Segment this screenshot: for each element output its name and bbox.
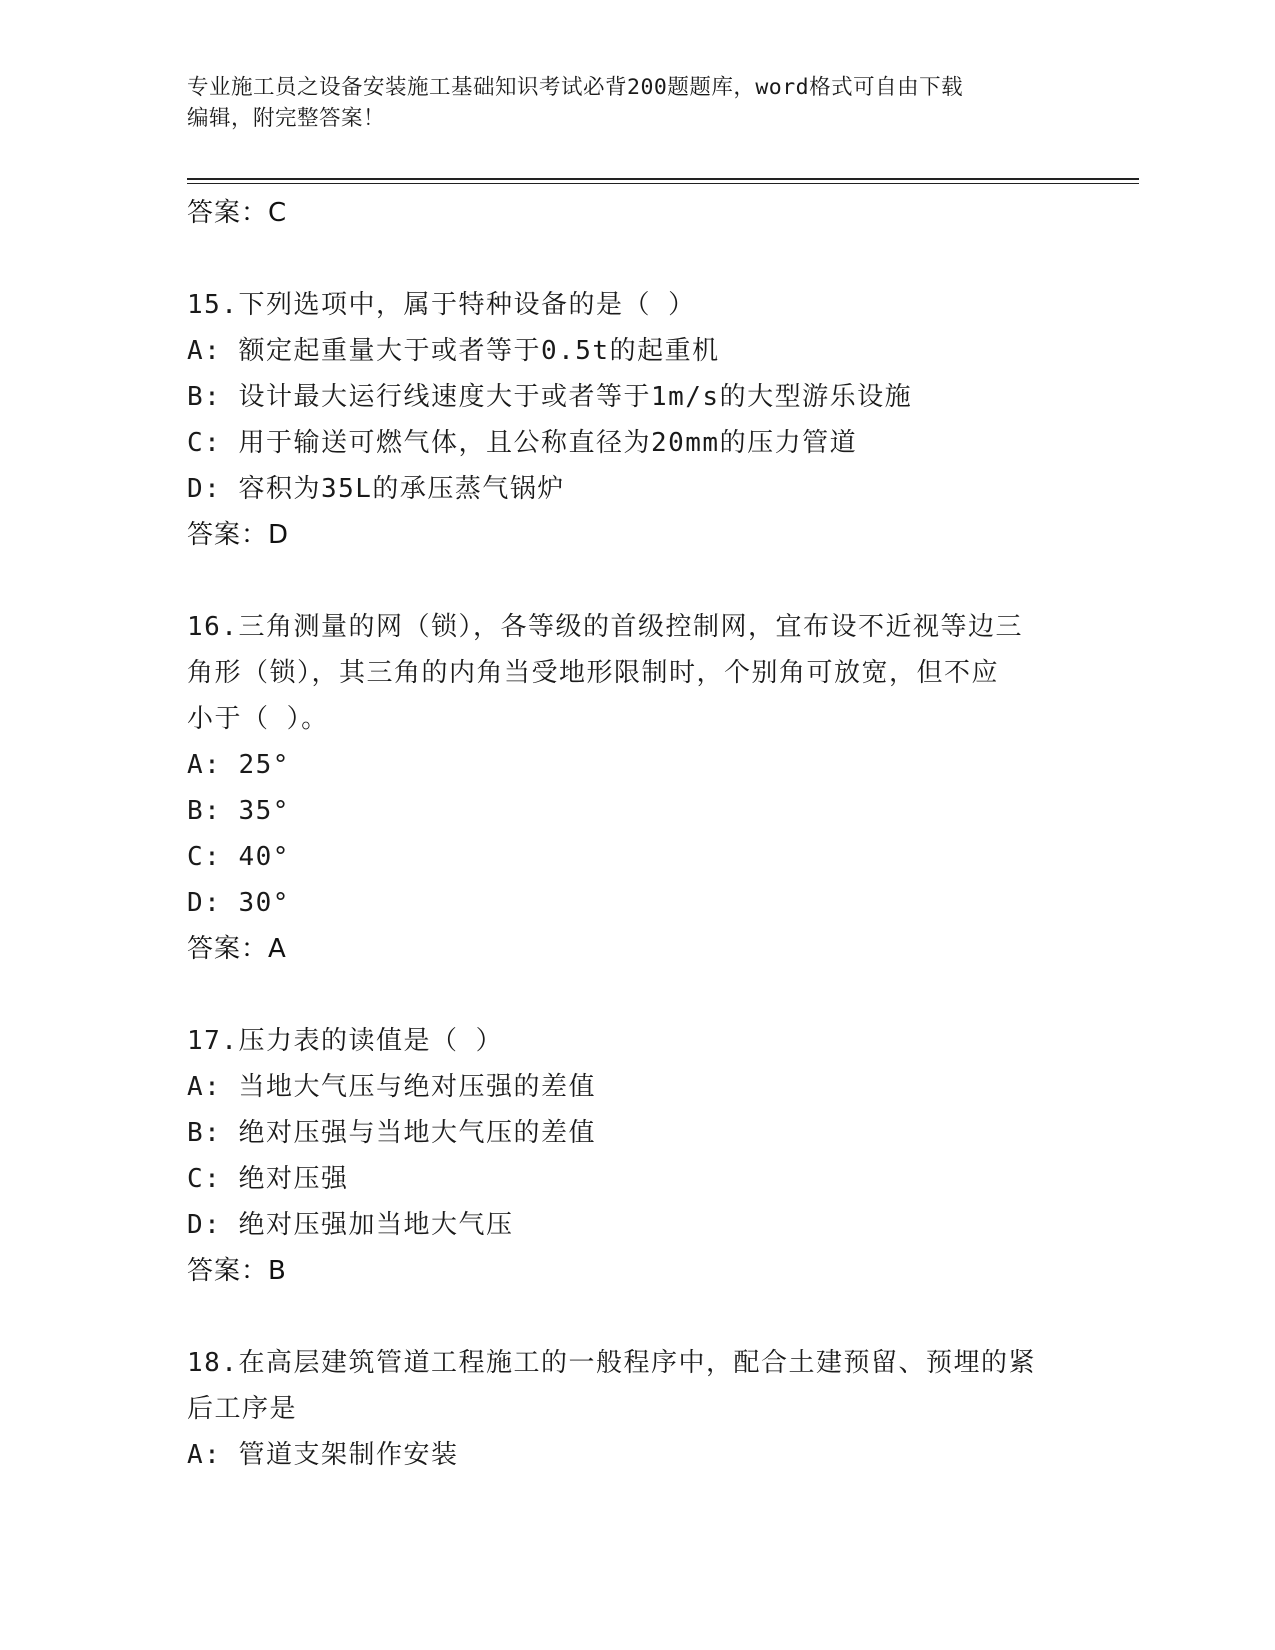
option-d: D: 30° (187, 888, 290, 918)
question-stem: 角形（锁），其三角的内角当受地形限制时，个别角可放宽，但不应 (187, 658, 1000, 688)
answer-line: 答案：C (187, 198, 288, 228)
question-stem: 16.三角测量的网（锁），各等级的首级控制网，宜布设不近视等边三 (187, 612, 1023, 642)
option-a: A: 25° (187, 750, 290, 780)
answer-line: 答案：A (187, 934, 287, 964)
question-stem: 15.下列选项中，属于特种设备的是（ ） (187, 290, 696, 320)
option-d: D: 绝对压强加当地大气压 (187, 1210, 514, 1240)
question-content (187, 190, 1087, 1478)
option-a: A: 当地大气压与绝对压强的差值 (187, 1072, 596, 1102)
document-header (187, 72, 1087, 134)
option-b: B: 设计最大运行线速度大于或者等于1m/s的大型游乐设施 (187, 382, 913, 412)
question-block (187, 282, 1087, 558)
option-c: C: 40° (187, 842, 290, 872)
header-rule-thick (187, 178, 1139, 180)
question-block (187, 1340, 1087, 1478)
question-block (187, 1018, 1087, 1294)
option-a: A: 额定起重量大于或者等于0.5t的起重机 (187, 336, 720, 366)
header-line-1: 专业施工员之设备安装施工基础知识考试必背200题题库，word格式可自由下载 (187, 75, 964, 100)
question-stem: 小于（ ）。 (187, 704, 329, 734)
spacer (187, 1294, 1087, 1340)
question-stem: 后工序是 (187, 1394, 298, 1424)
option-b: B: 35° (187, 796, 290, 826)
question-block (187, 604, 1087, 972)
question-stem: 18.在高层建筑管道工程施工的一般程序中，配合土建预留、预埋的紧 (187, 1348, 1036, 1378)
option-c: C: 用于输送可燃气体，且公称直径为20mm的压力管道 (187, 428, 858, 458)
option-d: D: 容积为35L的承压蒸气锅炉 (187, 474, 565, 504)
option-b: B: 绝对压强与当地大气压的差值 (187, 1118, 596, 1148)
question-stem: 17.压力表的读值是（ ） (187, 1026, 504, 1056)
answer-line: 答案：B (187, 1256, 287, 1286)
spacer (187, 236, 1087, 282)
option-a: A: 管道支架制作安装 (187, 1440, 459, 1470)
option-c: C: 绝对压强 (187, 1164, 349, 1194)
header-rule-thin (187, 183, 1139, 184)
spacer (187, 972, 1087, 1018)
header-line-2: 编辑，附完整答案！ (187, 106, 386, 131)
answer-line: 答案：D (187, 520, 290, 550)
spacer (187, 558, 1087, 604)
